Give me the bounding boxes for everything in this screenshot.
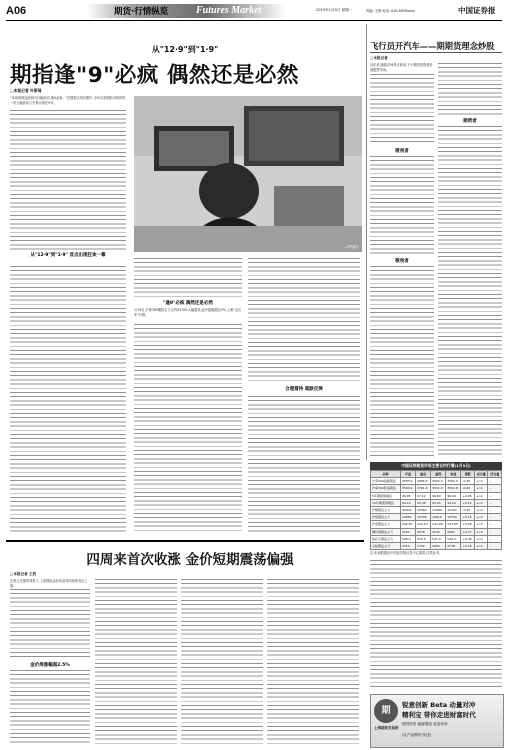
- col-header: 最高: [416, 471, 431, 478]
- table-cell: --: [488, 514, 502, 521]
- table-row: [371, 521, 502, 528]
- col-header: 品种: [371, 471, 401, 478]
- main-text-col-2a: [134, 258, 242, 298]
- col-header: 涨跌: [461, 471, 475, 478]
- table-cell: 螺纹钢期货主力: [371, 528, 401, 535]
- bottom-text-col-1b: [10, 670, 90, 744]
- table-title: 中国证券期货市场主要合约行情(1月9日): [370, 462, 502, 470]
- table-cell: 96.80: [431, 492, 446, 499]
- table-cell: 沪深300指数期货: [371, 478, 401, 485]
- table-cell: 97.12: [416, 492, 431, 499]
- main-text-col-1a: [10, 110, 126, 250]
- trader-photo: [134, 96, 362, 252]
- table-cell: 3590.2: [400, 485, 415, 492]
- side-subhead-1: 敬畏者: [395, 149, 409, 154]
- bottom-subhead: 金价周涨幅超2.5%: [30, 663, 70, 668]
- table-cell: 5年期国债期货: [371, 492, 401, 499]
- bottom-text-col-4: [267, 579, 359, 744]
- table-cell: --: [488, 506, 502, 513]
- table-cell: 3511.0: [431, 485, 446, 492]
- table-cell: --: [488, 542, 502, 549]
- page-number: A06: [6, 5, 27, 17]
- table-cell: 535.5: [416, 535, 431, 542]
- table-body: [371, 478, 502, 550]
- table-cell: +/-0: [475, 506, 488, 513]
- side-text-col-1b: [370, 156, 434, 256]
- table-header-row: [371, 471, 502, 478]
- table-cell: 2695: [431, 542, 446, 549]
- side-byline: □本报记者: [370, 56, 388, 60]
- main-para-2: 1月9日,沪深300期指主力合约IF1501大幅震荡,盘中振幅超过5%,上演"过山车"行情。: [134, 308, 242, 317]
- section-title: 期货·行情纵览: [114, 7, 169, 17]
- main-text-col-3b: [248, 396, 360, 534]
- side-text-col-1c: [370, 266, 434, 456]
- table-cell: +/-0: [475, 542, 488, 549]
- table-cell: 96.95: [400, 492, 415, 499]
- table-note: 注:本表数据由中国证券报信息中心提供,仅供参考。: [370, 551, 443, 556]
- side-text-col-2a: [438, 63, 502, 115]
- table-cell: -0.62: [461, 485, 475, 492]
- table-cell: 3552.8: [446, 485, 461, 492]
- table-cell: 242.50: [400, 521, 415, 528]
- table-row: [371, 492, 502, 499]
- table-cell: 42560: [416, 506, 431, 513]
- table-cell: 12745: [416, 514, 431, 521]
- main-text-col-1b: [10, 266, 126, 534]
- table-row: [371, 542, 502, 549]
- table-cell: 94.38: [416, 499, 431, 506]
- table-cell: +/-0: [475, 478, 488, 485]
- main-byline: □本报记者 叶斯琦: [10, 88, 42, 93]
- bottom-text-col-2: [95, 579, 177, 744]
- ad-footer: (农产品期货 综述): [402, 733, 432, 737]
- table-cell: 2550: [400, 528, 415, 535]
- table-cell: 沪深300股指期货: [371, 485, 401, 492]
- editor-line: 责编: 王维 电话: 010-5839xxxx: [366, 9, 415, 13]
- table-cell: 521.0: [431, 535, 446, 542]
- table-cell: 豆粕期货主力: [371, 542, 401, 549]
- col-header: 最低: [431, 471, 446, 478]
- table-cell: 12680: [400, 514, 415, 521]
- table-cell: 2561: [446, 528, 461, 535]
- table-cell: +0.15: [461, 514, 475, 521]
- table-cell: 94.20: [446, 499, 461, 506]
- table-cell: +0.56: [461, 521, 475, 528]
- table-cell: --: [488, 528, 502, 535]
- main-figure: [134, 96, 362, 252]
- table-cell: +/-0: [475, 528, 488, 535]
- table-cell: 铁矿石期货主力: [371, 535, 401, 542]
- right-bottom-text: [370, 560, 502, 690]
- table-cell: +0.12: [461, 499, 475, 506]
- ad-block: [370, 694, 504, 748]
- table-cell: 3502.0: [431, 478, 446, 485]
- side-rule: [370, 52, 502, 53]
- bottom-rule: [6, 540, 364, 542]
- table-cell: +/-0: [475, 485, 488, 492]
- table-cell: 42300: [400, 506, 415, 513]
- bottom-text-col-3: [181, 579, 263, 744]
- table-cell: 3686.0: [416, 478, 431, 485]
- ad-logo: 期: [374, 699, 398, 723]
- table-cell: +/-0: [475, 492, 488, 499]
- table-cell: 2532: [431, 528, 446, 535]
- table-row: [371, 528, 502, 535]
- ad-brand: 上海期货交易所: [374, 726, 399, 730]
- table-cell: --: [488, 499, 502, 506]
- ad-line-2: 精利宝 带你走进财富时代: [402, 711, 476, 719]
- table-cell: +0.38: [461, 535, 475, 542]
- main-subhead-3: 合理看待 超跌反弹: [285, 387, 323, 392]
- col-header: 持仓量: [488, 471, 502, 478]
- table-row: [371, 485, 502, 492]
- table-cell: 3583.0: [400, 478, 415, 485]
- side-subhead-2: 敬畏者: [395, 259, 409, 264]
- table-cell: 93.95: [431, 499, 446, 506]
- table-cell: 沪金期货主力: [371, 521, 401, 528]
- table-cell: 3701.6: [416, 485, 431, 492]
- table-cell: 243.65: [446, 521, 461, 528]
- side-text-col-2b: [438, 126, 502, 456]
- table-cell: 2710: [400, 542, 415, 549]
- market-table: [370, 470, 502, 550]
- bottom-byline: □本报记者 王姣: [10, 572, 37, 576]
- figure-caption: CFP图片: [345, 245, 359, 249]
- table-cell: 2578: [416, 528, 431, 535]
- col-header: 收盘: [446, 471, 461, 478]
- table-row: [371, 499, 502, 506]
- table-cell: --: [488, 521, 502, 528]
- table-cell: 2732: [416, 542, 431, 549]
- ad-line-1: 锐意创新 Beta 动量对冲: [402, 701, 476, 709]
- table-row: [371, 514, 502, 521]
- table-cell: 沪铝期货主力: [371, 514, 401, 521]
- col-header: 开盘: [400, 471, 415, 478]
- table-cell: -0.45: [461, 478, 475, 485]
- main-text-col-3a: [248, 258, 360, 382]
- table-cell: --: [488, 492, 502, 499]
- date-line: 2015年1月5日 星期一: [316, 8, 353, 12]
- table-cell: 2718: [446, 542, 461, 549]
- table-cell: --: [488, 485, 502, 492]
- paper-logo: 中国证券报: [458, 6, 496, 15]
- table-cell: 12700: [446, 514, 461, 521]
- table-cell: --: [488, 478, 502, 485]
- column-divider: [366, 24, 367, 460]
- table-cell: 241.80: [431, 521, 446, 528]
- table-cell: 530.5: [446, 535, 461, 542]
- table-cell: +/-0: [475, 514, 488, 521]
- table-cell: +/-0: [475, 521, 488, 528]
- bottom-para: 在美元走强的背景下,上周国际金价仍录得四周来首次上涨。: [10, 579, 88, 588]
- table-cell: 42150: [446, 506, 461, 513]
- side-para: 近年来,随着市场热点轮动,不少期货投资者转战股票市场。: [370, 63, 433, 72]
- table-row: [371, 478, 502, 485]
- table-cell: 528.0: [400, 535, 415, 542]
- table-cell: 244.10: [416, 521, 431, 528]
- table-row: [371, 535, 502, 542]
- table-cell: +0.18: [461, 542, 475, 549]
- table-cell: 94.10: [400, 499, 415, 506]
- page-header: [6, 4, 502, 20]
- table-cell: +0.27: [461, 528, 475, 535]
- header-rule: [6, 20, 502, 21]
- table-cell: 96.99: [446, 492, 461, 499]
- side-subhead-3: 顺势者: [463, 119, 477, 124]
- main-subhead-1: 从"12·9"到"1·9" 首点出现狂欢一幕: [30, 253, 106, 258]
- market-table-block: [370, 462, 502, 556]
- table-cell: 41980: [431, 506, 446, 513]
- table-cell: --: [488, 535, 502, 542]
- table-cell: +/-0: [475, 499, 488, 506]
- bottom-headline: 四周来首次收涨 金价短期震荡偏强: [86, 552, 294, 568]
- side-headline: 飞行员开汽车——期期货理念炒股: [370, 41, 495, 51]
- main-subhead-2: "逢9"必疯 偶然还是必然: [163, 301, 213, 306]
- main-text-col-2b: [134, 324, 242, 534]
- table-cell: 沪铜期货主力: [371, 506, 401, 513]
- table-row: [371, 506, 502, 513]
- ad-line-3: 期货投资 稳健增值 欢迎垂询: [402, 722, 448, 726]
- table-cell: 10年期国债期货: [371, 499, 401, 506]
- main-kicker: 从"12·9"到"1·9": [151, 45, 219, 54]
- main-headline: 期指逢"9"必疯 偶然还是必然: [10, 63, 299, 88]
- side-text-col-1a: [370, 74, 434, 144]
- table-cell: 3560.0: [446, 478, 461, 485]
- section-banner: [86, 4, 286, 18]
- col-header: 成交量: [475, 471, 488, 478]
- section-title-en: Futures Market: [196, 5, 262, 16]
- table-cell: +0.06: [461, 492, 475, 499]
- bottom-text-col-1a: [10, 589, 90, 659]
- table-cell: -0.35: [461, 506, 475, 513]
- table-cell: 12610: [431, 514, 446, 521]
- table-cell: +/-0: [475, 535, 488, 542]
- main-para-1: "本周惊现连续两天巨幅波动,逢9必疯。"在期指交易员眼中,今年以来期指市场的每一次大幅波动几乎都出现在9号。: [10, 96, 126, 105]
